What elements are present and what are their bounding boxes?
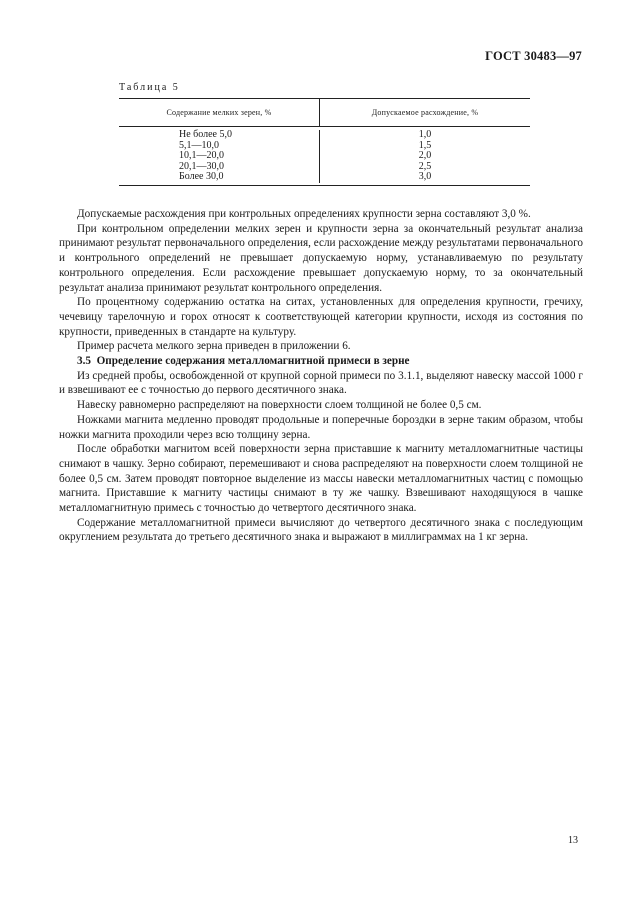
paragraph: Ножками магнита медленно проводят продольные и поперечные бороздки в зерне таким образом, чтобы ножки магнита проходили через всю толщину зерна.	[59, 413, 583, 441]
table-cell: 3,0	[418, 171, 432, 183]
paragraph: При контрольном определении мелких зерен и крупности зерна за окончательный результат анализа принимают результат первоначального определения, если расхождение между результатами первоначального и контрольного определений не превышает допускаемую норму, устанавливаемую по результату контрольного определения. Если расхождение превышает допускаемую норму, то за окончательный результат анализа принимают результат контрольного определения.	[59, 222, 583, 294]
table-column-allowed-deviation	[320, 130, 530, 183]
data-table	[119, 98, 530, 186]
section-title: Определение содержания металломагнитной примеси в зерне	[96, 355, 410, 368]
table-cell: Не более 5,0	[179, 129, 232, 140]
paragraph: Содержание металломагнитной примеси вычисляют до четвертого десятичного знака с последующим округлением результата до третьего десятичного знака и выражают в миллиграммах на 1 кг зерна.	[59, 516, 583, 544]
table-cell: 1,5	[418, 139, 432, 151]
table-cell: 2,0	[418, 150, 432, 162]
section-number: 3.5	[77, 355, 91, 368]
table-cell: Более 30,0	[179, 171, 224, 183]
standard-code: ГОСТ 30483—97	[485, 49, 582, 63]
paragraph: После обработки магнитом всей поверхности зерна приставшие к магниту металломагнитные частицы снимают в чашку. Зерно собирают, перемешивают и снова распределяют на поверхности слоем толщиной не более 0,5 см. Затем проводят повторное выделение из массы навески металломагнитных частиц с помощью магнита. Приставшие к магниту частицы снимают в ту же чашку. Взвешивают находящуюся в чашке металломагнитную примесь с точностью до четвертого десятичного знака.	[59, 443, 583, 515]
table-cell: 2,5	[418, 160, 432, 172]
table-header-fine-grain-content: Содержание мелких зерен, %	[119, 99, 320, 126]
table-cell: 1,0	[418, 129, 432, 140]
paragraph: Из средней пробы, освобожденной от крупной сорной примеси по 3.1.1, выделяют навеску массой 1000 г и взвешивают ее с точностью до первого десятичного знака.	[59, 369, 583, 397]
table-cell: 20,1—30,0	[179, 160, 224, 172]
page-number: 13	[568, 835, 578, 846]
table-header-allowed-deviation: Допускаемое расхождение, %	[371, 108, 479, 117]
body-text	[59, 207, 583, 545]
table-body	[119, 127, 530, 185]
paragraph: Навеску равномерно распределяют на поверхности слоем толщиной не более 0,5 см.	[77, 399, 482, 412]
table-cell: 10,1—20,0	[179, 150, 224, 162]
paragraph: По процентному содержанию остатка на ситах, установленных для определения крупности, гречиху, чечевицу тарелочную и горох относят к соответствующей категории крупности, исходя из состояния по крупности, приведенных в стандарте на культуру.	[59, 296, 583, 338]
paragraph: Пример расчета мелкого зерна приведен в приложении 6.	[77, 340, 351, 353]
table-caption: Таблица 5	[119, 82, 180, 93]
section-heading	[59, 354, 583, 369]
table-column-fine-grain-content	[119, 130, 320, 183]
table-header-row	[119, 99, 530, 127]
table-cell: 5,1—10,0	[179, 139, 219, 151]
paragraph: Допускаемые расхождения при контрольных определениях крупности зерна составляют 3,0 %.	[77, 208, 531, 220]
